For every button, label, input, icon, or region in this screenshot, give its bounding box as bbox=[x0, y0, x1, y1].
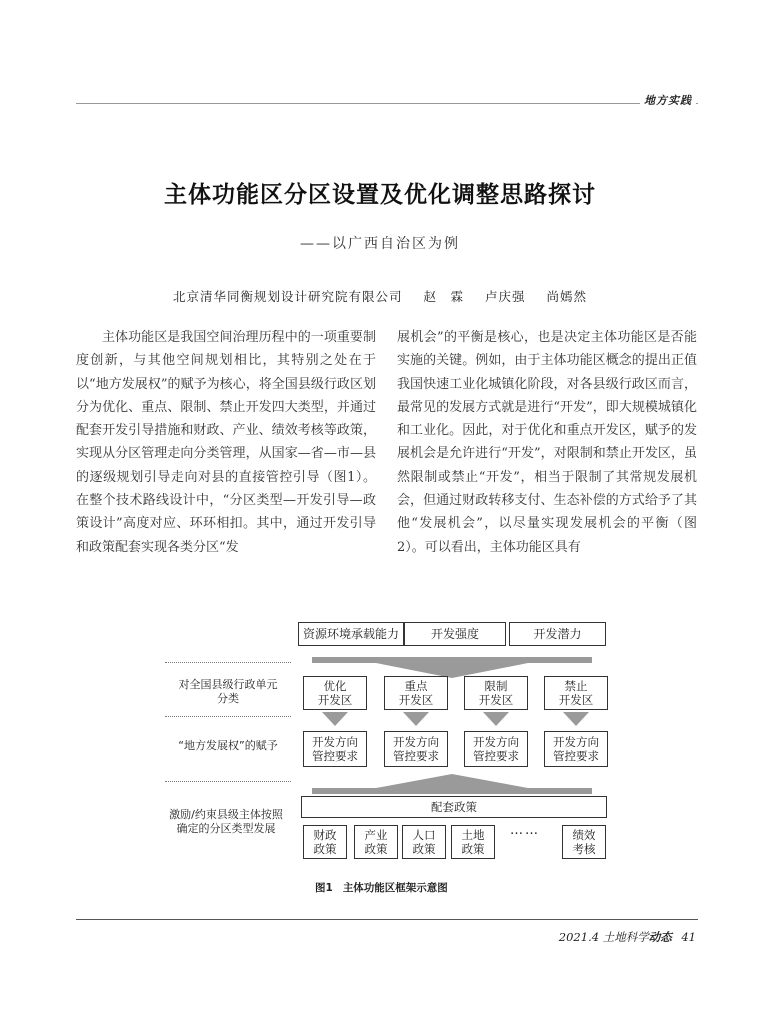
row-divider-1 bbox=[165, 662, 291, 663]
author-1: 赵 霖 bbox=[423, 289, 464, 304]
zone-box-key: 重点 开发区 bbox=[384, 676, 448, 710]
footer-page: 41 bbox=[681, 930, 696, 944]
article-title: 主体功能区分区设置及优化调整思路探讨 bbox=[164, 182, 596, 208]
footer-journal-em: 动态 bbox=[648, 930, 672, 944]
figure-caption bbox=[315, 880, 458, 895]
footer bbox=[559, 929, 696, 945]
section-tag: 地方实践 bbox=[640, 92, 696, 108]
article-subtitle: ——以广西自治区为例 bbox=[300, 236, 460, 252]
author-2: 卢庆强 bbox=[484, 289, 526, 304]
body-column-right: 展机会”的平衡是核心，也是决定主体功能区是否能实施的关键。例如，由于主体功能区概念的提出正值我国快速工业化城镇化阶段，对各县级行政区而言，最常见的发展方式就是进行“开发”，即大规模城镇化和工业化。因此，对于优化和重点开发区，赋予的发展机会是允许进行“开发”，对限制和禁止开发区，虽然限制或禁止“开发”，相当于限制了其常规发展机会，但通过财政转移支付、生态补偿的方式给予了其他“发展机会”，以尽量实现发展机会的平衡（图2）。可以看出，主体功能区具有 bbox=[397, 330, 697, 555]
factor-box-intensity: 开发强度 bbox=[404, 622, 506, 646]
policy-box-land: 土地 政策 bbox=[451, 825, 495, 859]
factor-box-capacity: 资源环境承载能力 bbox=[298, 622, 404, 646]
footer-journal: 土地科学 bbox=[602, 930, 649, 944]
row-label-incentive: 激励/约束县级主体按照确定的分区类型发展 bbox=[169, 808, 283, 835]
affiliation: 北京清华同衡规划设计研究院有限公司 bbox=[172, 289, 403, 304]
policy-ellipsis: …… bbox=[510, 823, 540, 838]
header-rule bbox=[76, 103, 698, 104]
footer-issue: 2021.4 bbox=[558, 930, 600, 944]
zone-box-optimized: 优化 开发区 bbox=[303, 676, 367, 710]
policy-header-box: 配套政策 bbox=[301, 796, 607, 818]
policy-box-performance: 绩效 考核 bbox=[562, 825, 606, 859]
up-funnel-arrow bbox=[312, 774, 592, 794]
zone-arrow-2 bbox=[403, 712, 429, 726]
caption-number: 图1 bbox=[315, 882, 333, 894]
author-line bbox=[0, 287, 760, 305]
row-divider-3 bbox=[165, 781, 291, 782]
zone-box-prohibited: 禁止 开发区 bbox=[544, 676, 608, 710]
guide-box-3: 开发方向 管控要求 bbox=[464, 731, 528, 767]
author-3: 尚嫣然 bbox=[546, 289, 587, 304]
footer-rule bbox=[76, 919, 698, 920]
guide-box-4: 开发方向 管控要求 bbox=[544, 731, 608, 767]
zone-arrow-1 bbox=[322, 712, 348, 726]
zone-box-restricted: 限制 开发区 bbox=[464, 676, 528, 710]
policy-box-population: 人口 政策 bbox=[402, 825, 446, 859]
zone-arrow-4 bbox=[563, 712, 589, 726]
zone-arrow-3 bbox=[483, 712, 509, 726]
row-label-rights: “地方发展权”的赋予 bbox=[178, 739, 278, 752]
body-column-left: 主体功能区是我国空间治理历程中的一项重要制度创新，与其他空间规划相比，其特别之处在于以“地方发展权”的赋予为核心，将全国县级行政区划分为优化、重点、限制、禁止开发四大类型，并通过配套开发引导措施和财政、产业、绩效考核等政策，实现从分区管理走向分类管理，从国家—省—市—县的逐级规划引导走向对县的直接管控引导（图1）。在整个技术路线设计中，“分区类型—开发引导—政策设计”高度对应、环环相扣。其中，通过开发引导和政策配套实现各类分区“发 bbox=[76, 330, 376, 555]
policy-box-fiscal: 财政 政策 bbox=[303, 825, 347, 859]
policy-box-industry: 产业 政策 bbox=[354, 825, 398, 859]
caption-text: 主体功能区框架示意图 bbox=[342, 882, 448, 894]
down-funnel-arrow bbox=[312, 657, 592, 678]
row-label-classification: 对全国县级行政单元分类 bbox=[178, 678, 278, 705]
guide-box-2: 开发方向 管控要求 bbox=[384, 731, 448, 767]
factor-box-potential: 开发潜力 bbox=[509, 622, 606, 646]
guide-box-1: 开发方向 管控要求 bbox=[303, 731, 367, 767]
row-divider-2 bbox=[165, 716, 291, 717]
